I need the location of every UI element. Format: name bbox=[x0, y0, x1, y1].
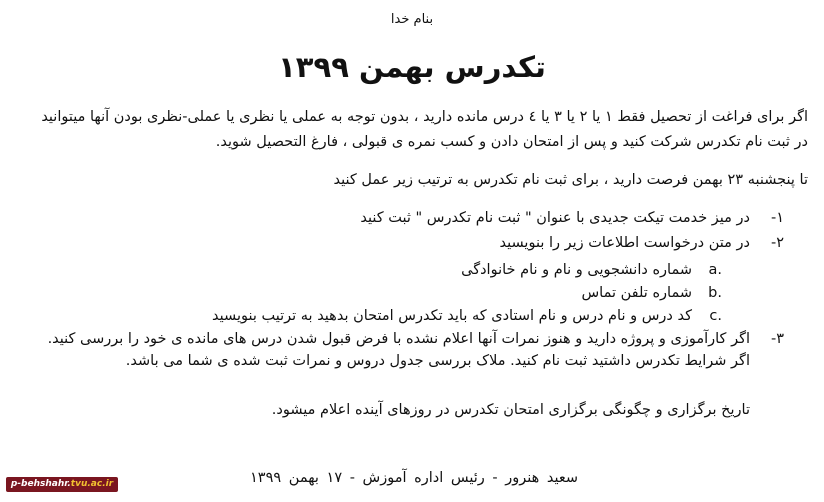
step-1-number: -۱ bbox=[770, 210, 784, 226]
step-2-number: -۲ bbox=[770, 235, 784, 251]
substep-a-marker: a. bbox=[708, 262, 722, 278]
watermark-prefix: p-behshahr. bbox=[10, 479, 71, 489]
step-1-text: در میز خدمت تیکت جدیدی با عنوان " ثبت نام تکدرس " ثبت کنید bbox=[360, 210, 750, 226]
substep-b-marker: b. bbox=[708, 285, 722, 301]
step-3-text-line-2: اگر شرایط تکدرس داشتید ثبت نام کنید. ملاک بررسی جدول دروس و نمرات ثبت شده ی شما می باشد. bbox=[125, 353, 750, 369]
substep-c-text: کد درس و نام درس و نام استادی که باید تکدرس امتحان بدهید به ترتیب بنویسید bbox=[212, 308, 692, 324]
page-title: تکدرس بهمن ۱۳۹۹ bbox=[278, 50, 546, 84]
bismillah-heading: بنام خدا bbox=[390, 12, 434, 27]
substep-c-marker: c. bbox=[709, 308, 722, 324]
intro-paragraph-line-2: در ثبت نام تکدرس شرکت کنید و پس از امتحان دادن و کسب نمره ی قبولی ، فارغ التحصیل شوید. bbox=[215, 134, 808, 150]
signature-line: سعید هنرور - رئیس اداره آموزش - ۱۷ بهمن ۱۳۹۹ bbox=[250, 470, 578, 486]
deadline-notice: تا پنجشنبه ۲۳ بهمن فرصت دارید ، برای ثبت نام تکدرس به ترتیب زیر عمل کنید bbox=[333, 172, 808, 188]
substep-b-text: شماره تلفن تماس bbox=[581, 285, 692, 301]
site-watermark bbox=[6, 477, 118, 492]
intro-paragraph-line-1: اگر برای فراغت از تحصیل فقط ۱ یا ۲ یا ۳ یا ٤ درس مانده دارید ، بدون توجه به عملی یا نظری یا عملی-نظری بودن آنها میتوانید bbox=[41, 109, 808, 125]
step-2-text: در متن درخواست اطلاعات زیر را بنویسید bbox=[499, 235, 750, 251]
step-3-text-line-1: اگر کارآموزی و پروژه دارید و هنوز نمرات آنها اعلام نشده با فرض قبول شدن درس های مانده ی خود را بررسی کنید. bbox=[47, 331, 750, 347]
substep-a-text: شماره دانشجویی و نام و نام خانوادگی bbox=[461, 262, 692, 278]
exam-date-note: تاریخ برگزاری و چگونگی برگزاری امتحان تکدرس در روزهای آینده اعلام میشود. bbox=[271, 402, 750, 418]
step-3-number: -۳ bbox=[770, 331, 784, 347]
watermark-domain: tvu.ac.ir bbox=[70, 479, 114, 489]
